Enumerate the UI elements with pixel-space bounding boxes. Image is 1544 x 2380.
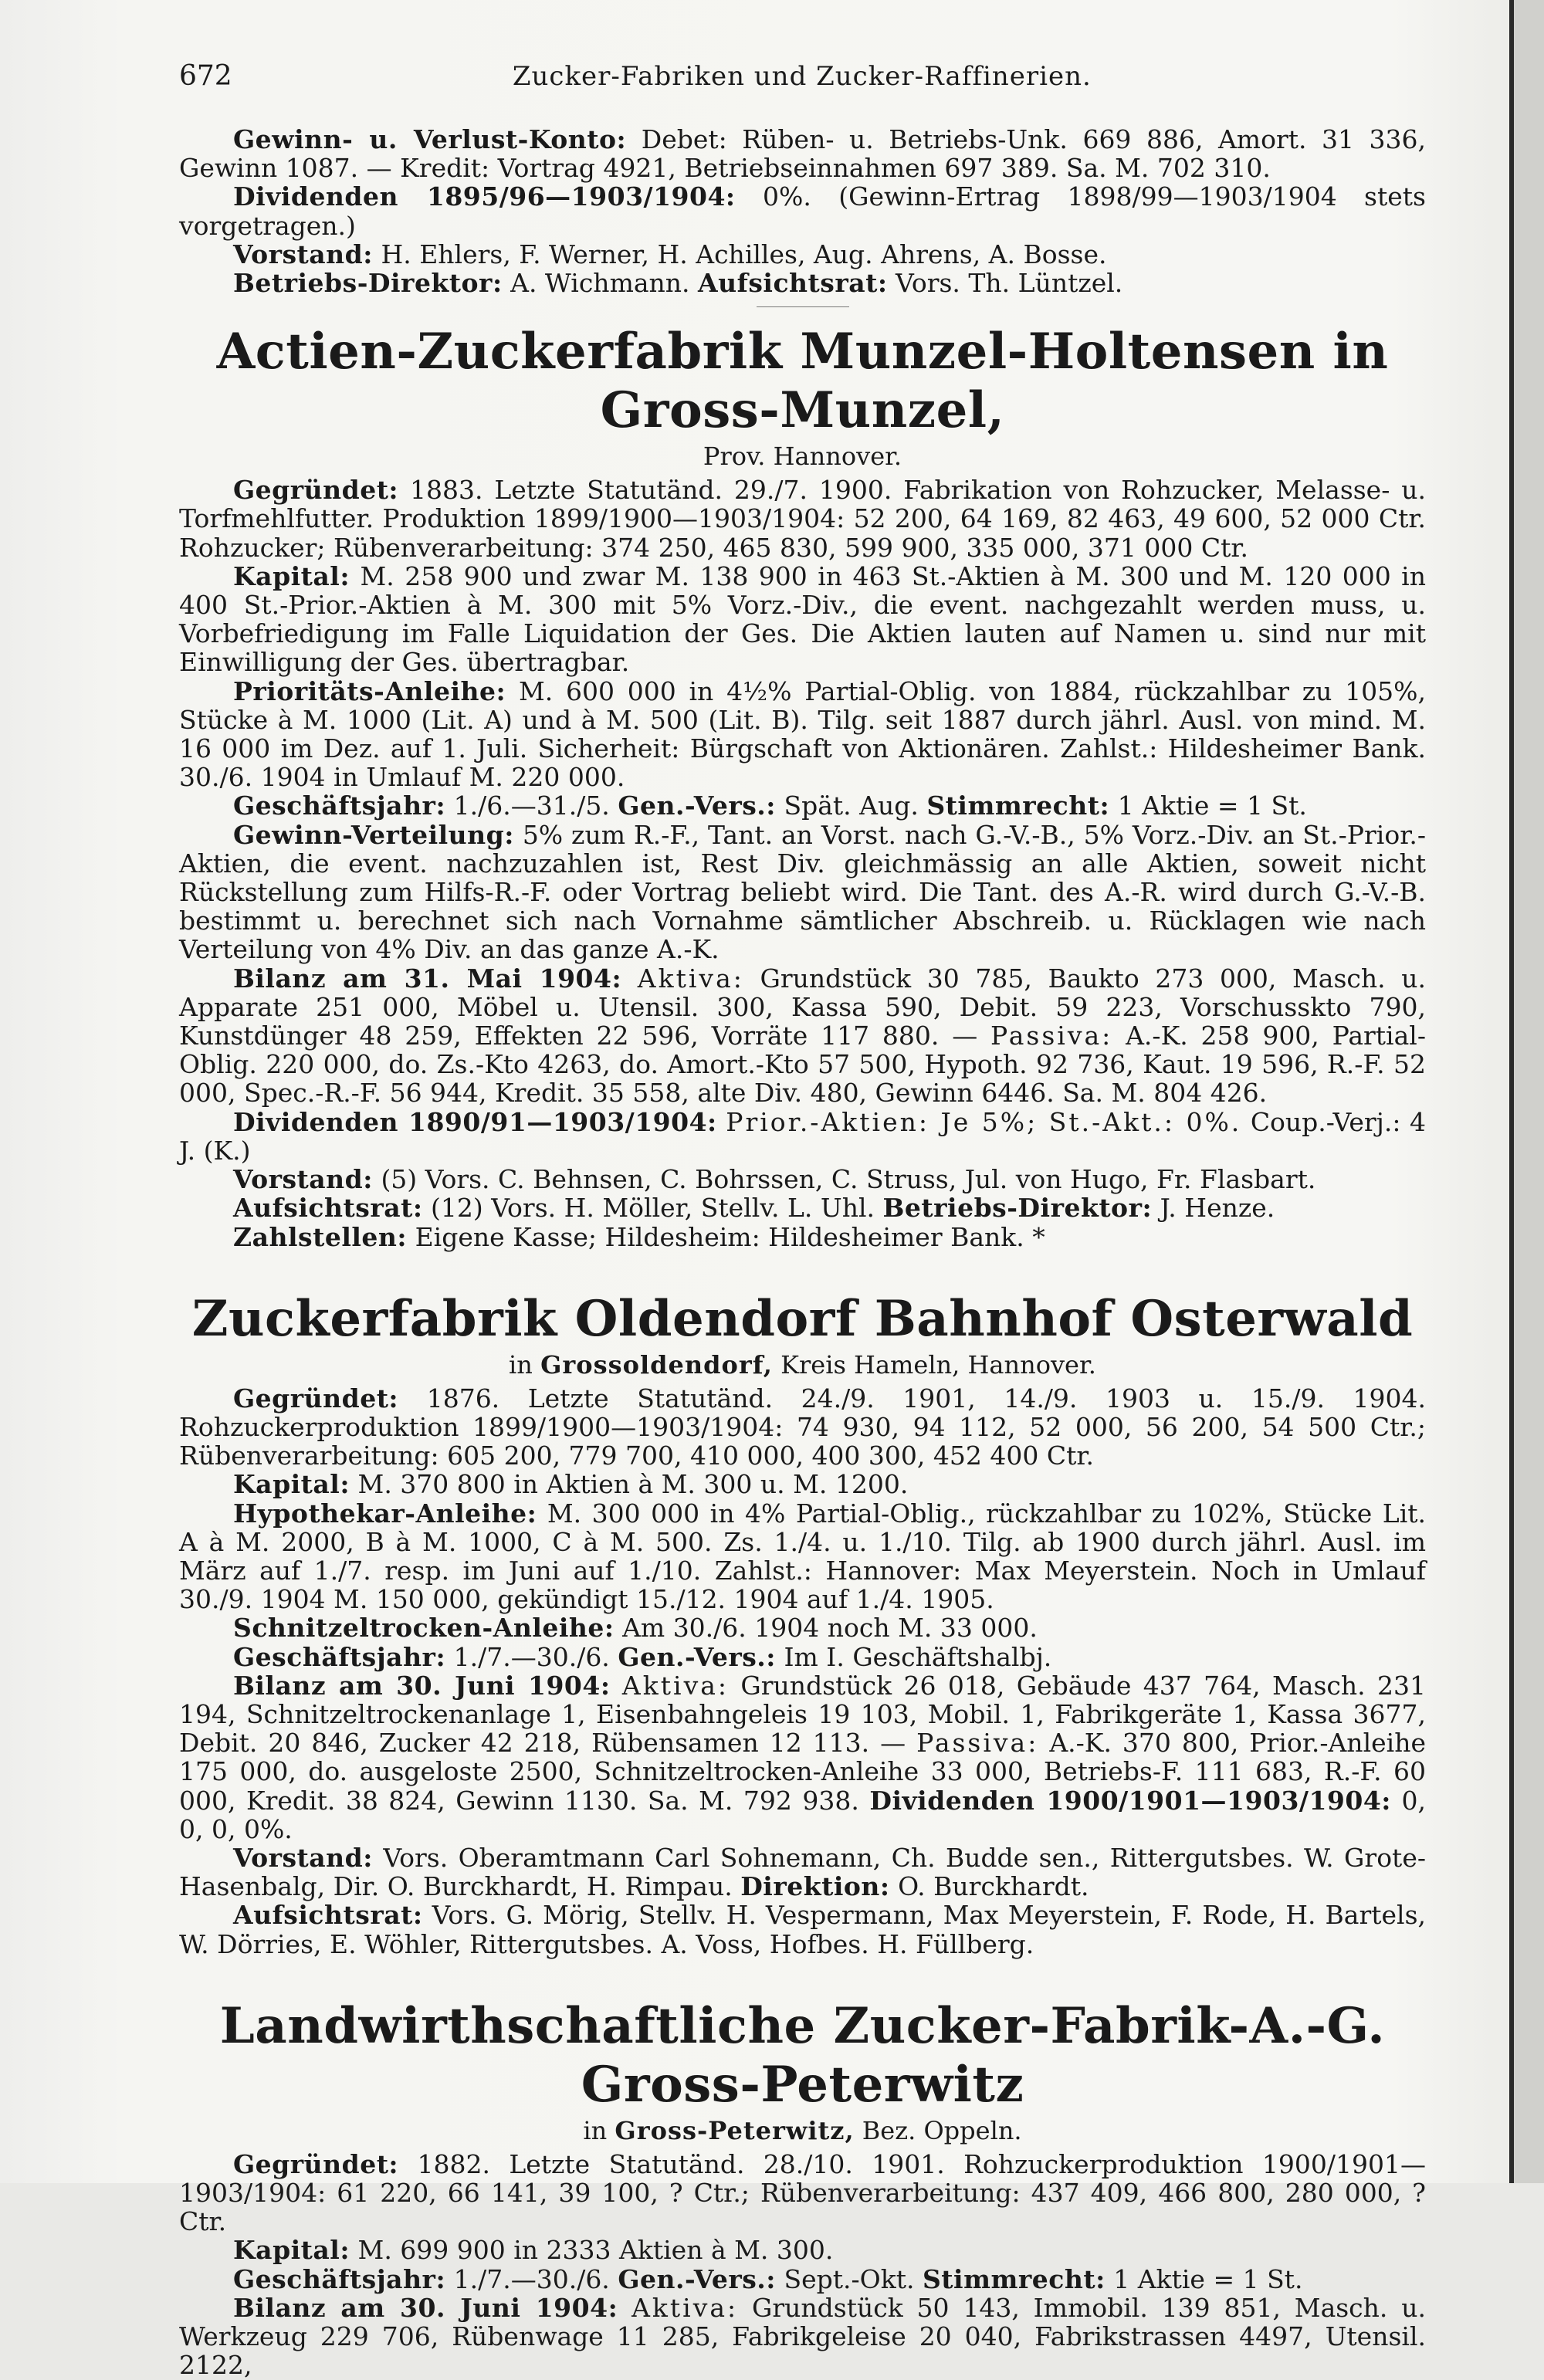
intro-betriebs-direktor: Betriebs-Direktor: A. Wichmann. Aufsichtsrat: Vors. Th. Lüntzel. [233, 268, 1123, 299]
intro-vorstand: Vorstand: H. Ehlers, F. Werner, H. Achilles, Aug. Ahrens, A. Bosse. [233, 239, 1107, 269]
company-subtitle: Prov. Hannover. [703, 442, 902, 472]
page-number: 672 [179, 60, 232, 92]
entry-aufsichtsrat: Aufsichtsrat: (12) Vors. H. Möller, Stellv. L. Uhl. Betriebs-Direktor: J. Henze. [233, 1193, 1275, 1224]
intro-dividenden: Dividenden 1895/96—1903/1904: 0%. (Gewinn-Ertrag 1898/99—1903/1904 stets vorgetragen.) [179, 181, 1426, 241]
page-content [179, 60, 1426, 2379]
entry-bilanz: Bilanz am 31. Mai 1904: Aktiva: Grundstück 30 785, Baukto 273 000, Masch. u. Apparate 251 000, Möbel u. Utensil. 300, Kassa 590, Debit. 59 223, Vorschusskto 790, Kunstdünger 48 259, Effekten 22 596, Vorräte 117 880. — Passiva: A.-K. 258 900, Partial-Oblig. 220 000, do. Zs.-Kto 4263, do. Amort.-Kto 57 500, Hypoth. 92 736, Kaut. 19 596, R.-F. 52 000, Spec.-R.-F. 56 944, Kredit. 35 558, alte Div. 480, Gewinn 6446. Sa. M. 804 426. [179, 963, 1426, 1109]
entry-kapital: Kapital: M. 258 900 und zwar M. 138 900 in 463 St.-Aktien à M. 300 und M. 120 000 in 400 St.-Prior.-Aktien à M. 300 mit 5% Vorz.-Div., die event. nachgezahlt werden muss, u. Vorbefriedigung im Falle Liquidation der Ges. Die Aktien lauten auf Namen u. sind nur mit Einwilligung der Ges. übertragbar. [179, 560, 1426, 678]
entry-geschaeftsjahr: Geschäftsjahr: 1./6.—31./5. Gen.-Vers.: Spät. Aug. Stimmrecht: 1 Aktie = 1 St. [233, 791, 1307, 821]
company-title: Zuckerfabrik Oldendorf Bahnhof Osterwald [191, 1289, 1414, 1348]
section-gross-peterwitz [179, 1997, 1426, 2380]
entry-geschaeftsjahr: Geschäftsjahr: 1./7.—30./6. Gen.-Vers.: Im I. Geschäftshalbj. [233, 1641, 1052, 1672]
page-header [179, 60, 1426, 107]
entry-kapital: Kapital: M. 699 900 in 2333 Aktien à M. 300. [233, 2235, 834, 2266]
company-subtitle: in Grossoldendorf, Kreis Hameln, Hannover. [509, 1349, 1096, 1380]
entry-aufsichtsrat: Aufsichtsrat: Vors. G. Mörig, Stellv. H. Vespermann, Max Meyerstein, F. Rode, H. Bartels, W. Dörries, E. Wöhler, Rittergutsbes. A. Voss, Hofbes. H. Füllberg. [179, 1900, 1426, 1959]
entry-gegruendet: Gegründet: 1883. Letzte Statutänd. 29./7. 1900. Fabrikation von Rohzucker, Melasse- u. Torfmehlfutter. Produktion 1899/1900—1903/1904: 52 200, 64 169, 82 463, 49 600, 52 000 Ctr. Rohzucker; Rübenverarbeitung: 374 250, 465 830, 599 900, 335 000, 371 000 Ctr. [179, 475, 1426, 563]
section-oldendorf [179, 1290, 1426, 1959]
entry-kapital: Kapital: M. 370 800 in Aktien à M. 300 u. M. 1200. [233, 1469, 909, 1500]
entry-gegruendet: Gegründet: 1882. Letzte Statutänd. 28./10. 1901. Rohzuckerproduktion 1900/1901—1903/1904: 61 220, 66 141, 39 100, ? Ctr.; Rübenverarbeitung: 437 409, 466 800, 280 000, ? Ctr. [179, 2148, 1426, 2237]
entry-geschaeftsjahr: Geschäftsjahr: 1./7.—30./6. Gen.-Vers.: Sept.-Okt. Stimmrecht: 1 Aktie = 1 St. [233, 2263, 1303, 2294]
entry-gegruendet: Gegründet: 1876. Letzte Statutänd. 24./9. 1901, 14./9. 1903 u. 15./9. 1904. Rohzuckerproduktion 1899/1900—1903/1904: 74 930, 94 112, 52 000, 56 200, 54 500 Ctr.; Rübenverarbeitung: 605 200, 779 700, 410 000, 400 300, 452 400 Ctr. [179, 1383, 1426, 1471]
entry-vorstand: Vorstand: Vors. Oberamtmann Carl Sohnemann, Ch. Budde sen., Rittergutsbes. W. Grote-Hasenbalg, Dir. O. Burckhardt, H. Rimpau. Direktion: O. Burckhardt. [179, 1842, 1426, 1902]
entry-zahlstellen: Zahlstellen: Eigene Kasse; Hildesheim: Hildesheimer Bank. * [233, 1221, 1045, 1252]
intro-gewinn-verlust: Gewinn- u. Verlust-Konto: Debet: Rüben- u. Betriebs-Unk. 669 886, Amort. 31 336, Gewinn 1087. — Kredit: Vortrag 4921, Betriebseinnahmen 697 389. Sa. M. 702 310. [179, 124, 1426, 184]
entry-vorstand: Vorstand: (5) Vors. C. Behnsen, C. Bohrssen, C. Struss, Jul. von Hugo, Fr. Flasbart. [233, 1164, 1316, 1195]
entry-schnitzeltrocken-anleihe: Schnitzeltrocken-Anleihe: Am 30./6. 1904 noch M. 33 000. [233, 1613, 1038, 1644]
entry-dividenden: Dividenden 1890/91—1903/1904: Prior.-Aktien: Je 5%; St.-Akt.: 0%. Coup.-Verj.: 4 J. (K.) [179, 1106, 1426, 1166]
entry-bilanz: Bilanz am 30. Juni 1904: Aktiva: Grundstück 26 018, Gebäude 437 764, Masch. 231 194, Schnitzeltrockenanlage 1, Eisenbahngeleis 19 103, Mobil. 1, Fabrikgeräte 1, Kassa 3677, Debit. 20 846, Zucker 42 218, Rübensamen 12 113. — Passiva: A.-K. 370 800, Prior.-Anleihe 175 000, do. ausgeloste 2500, Schnitzeltrocken-Anleihe 33 000, Betriebs-F. 111 683, R.-F. 60 000, Kredit. 38 824, Gewinn 1130. Sa. M. 792 938. Dividenden 1900/1901—1903/1904: 0, 0, 0, 0%. [179, 1670, 1426, 1844]
section-divider [757, 306, 849, 307]
section-munzel-holtensen [179, 323, 1426, 1251]
entry-gewinn-verteilung: Gewinn-Verteilung: 5% zum R.-F., Tant. an Vorst. nach G.-V.-B., 5% Vorz.-Div. an St.-Prior.-Aktien, die event. nachzuzahlen ist, Rest Div. gleichmässig an alle Aktien, soweit nicht Rückstellung zum Hilfs-R.-F. oder Vortrag beliebt wird. Die Tant. des A.-R. wird durch G.-V.-B. bestimmt u. berechnet sich nach Vornahme sämtlicher Abschreib. u. Rücklagen wie nach Verteilung von 4% Div. an das ganze A.-K. [179, 819, 1426, 965]
entry-hypothekar-anleihe: Hypothekar-Anleihe: M. 300 000 in 4% Partial-Oblig., rückzahlbar zu 102%, Stücke Lit. A à M. 2000, B à M. 1000, C à M. 500. Zs. 1./4. u. 1./10. Tilg. ab 1900 durch jährl. Ausl. im März auf 1./7. resp. im Juni auf 1./10. Zahlst.: Hannover: Max Meyerstein. Noch in Umlauf 30./9. 1904 M. 150 000, gekündigt 15./12. 1904 auf 1./4. 1905. [179, 1498, 1426, 1615]
company-title: Actien-Zuckerfabrik Munzel-Holtensen in Gross-Munzel, [216, 323, 1389, 440]
intro-block [179, 125, 1426, 297]
entry-prioritaets-anleihe: Prioritäts-Anleihe: M. 600 000 in 4½% Partial-Oblig. von 1884, rückzahlbar zu 105%, Stücke à M. 1000 (Lit. A) und à M. 500 (Lit. B). Tilg. seit 1887 durch jährl. Ausl. von mind. M. 16 000 im Dez. auf 1. Juli. Sicherheit: Bürgschaft von Aktionären. Zahlst.: Hildesheimer Bank. 30./6. 1904 in Umlauf M. 220 000. [179, 675, 1426, 793]
running-head: Zucker-Fabriken und Zucker-Raffinerien. [512, 61, 1092, 92]
page-margin-shadow [1514, 0, 1544, 2183]
company-subtitle: in Gross-Peterwitz, Bez. Oppeln. [583, 2115, 1022, 2145]
company-title: Landwirthschaftliche Zucker-Fabrik-A.-G. Gross-Peterwitz [219, 1996, 1386, 2114]
entry-bilanz: Bilanz am 30. Juni 1904: Aktiva: Grundstück 50 143, Immobil. 139 851, Masch. u. Werkzeug 229 706, Rübenwage 11 285, Fabrikgeleise 20 040, Fabrikstrassen 4497, Utensil. 2122, [179, 2292, 1426, 2380]
